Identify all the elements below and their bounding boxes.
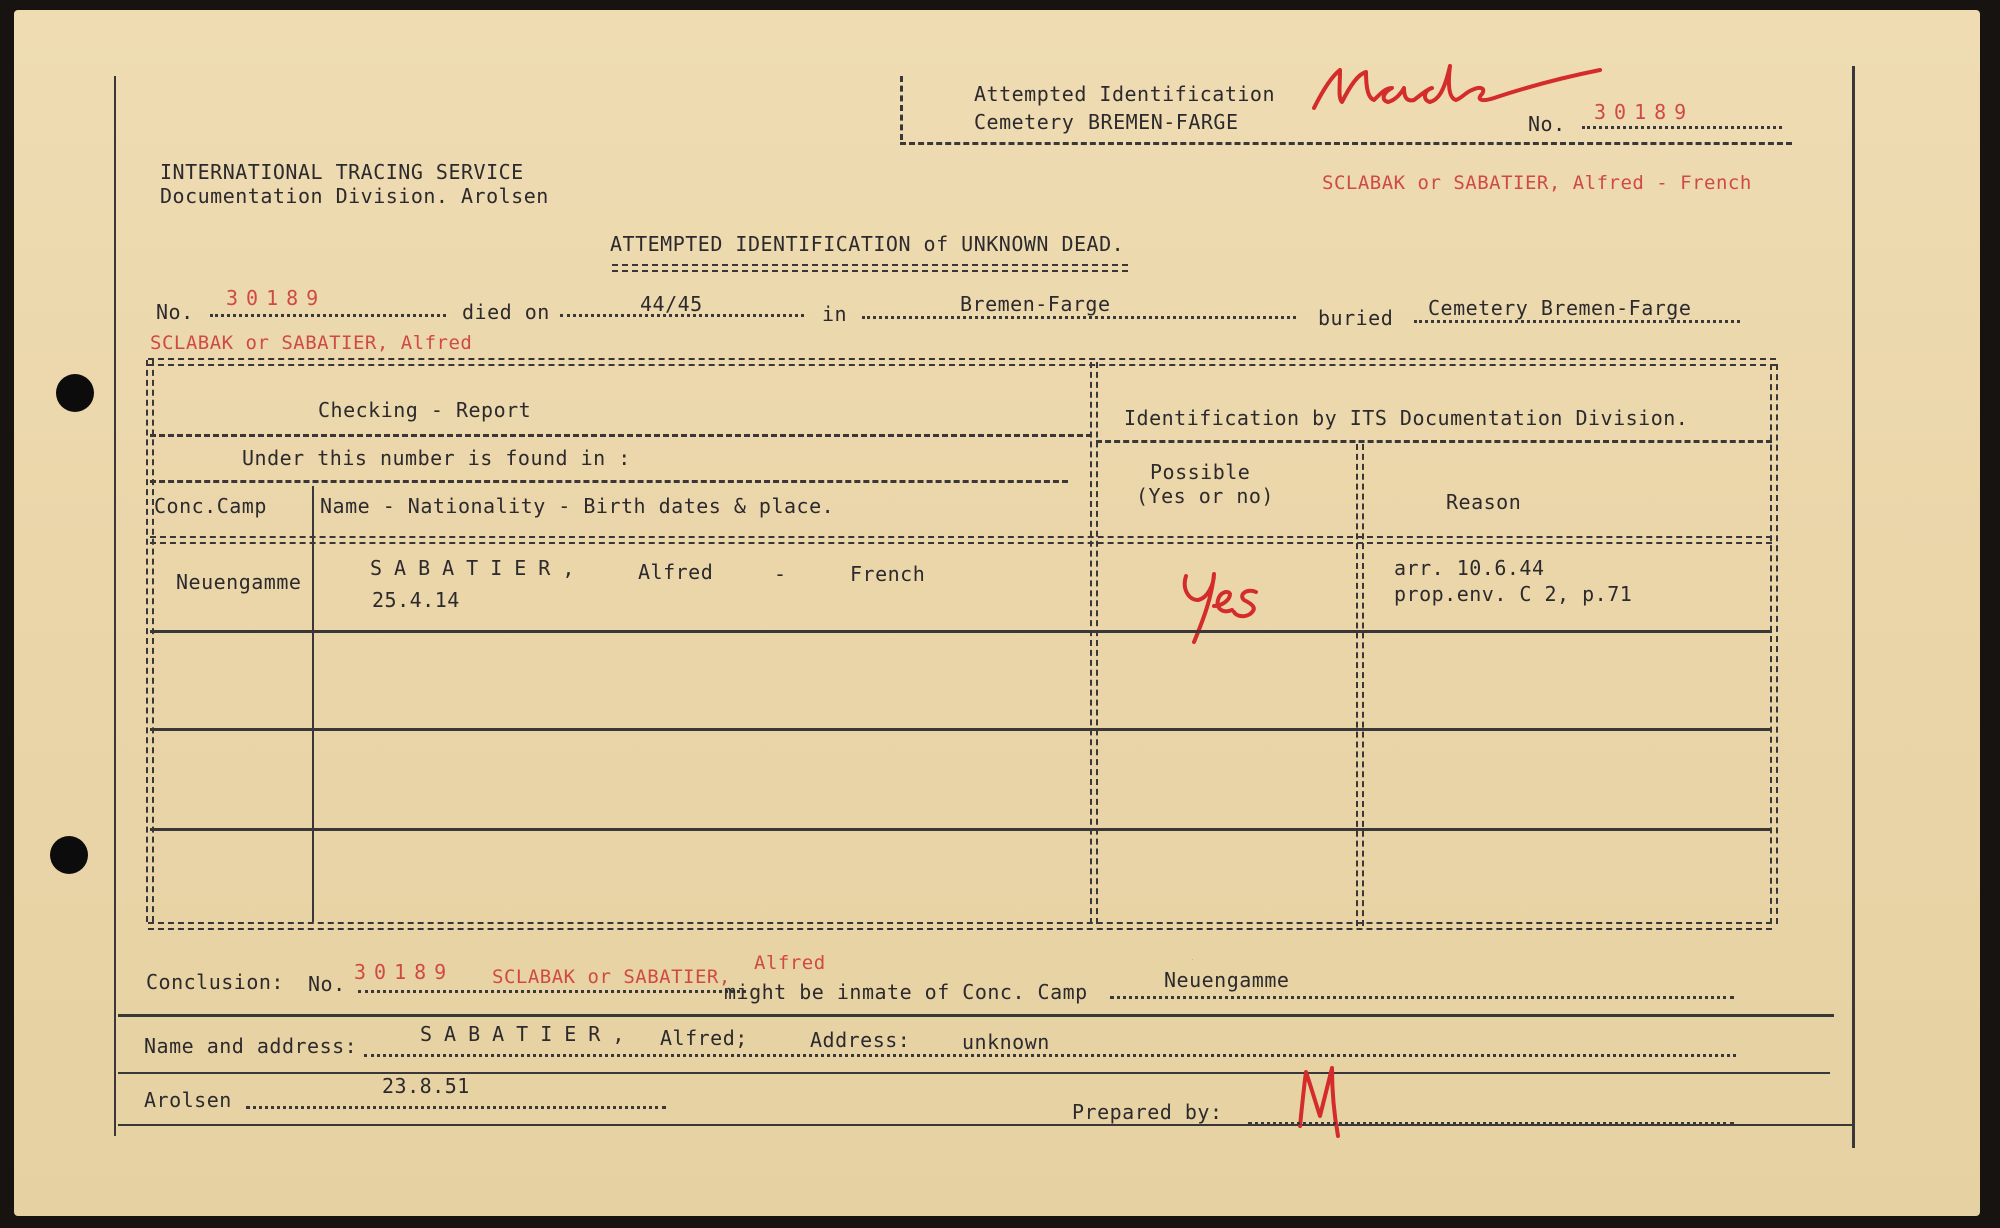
table-bottom-border bbox=[148, 922, 1772, 930]
table-middle-divider bbox=[1090, 362, 1098, 924]
in-value: Bremen-Farge bbox=[960, 292, 1111, 316]
conclusion-underline bbox=[118, 1014, 1834, 1017]
row-1-nationality: French bbox=[850, 562, 926, 586]
conclusion-name-value: SCLABAK or SABATIER, bbox=[492, 966, 731, 988]
conclusion-no-dots bbox=[358, 990, 746, 993]
column-header-possible-2: (Yes or no) bbox=[1136, 484, 1274, 508]
table-right-border bbox=[1770, 364, 1778, 924]
card-border-left bbox=[114, 76, 116, 1136]
footer-date: 23.8.51 bbox=[382, 1074, 470, 1098]
table-top-border bbox=[148, 358, 1776, 366]
row-1-birth: 25.4.14 bbox=[372, 588, 460, 612]
address-label: Address: bbox=[810, 1028, 911, 1052]
address-value: unknown bbox=[962, 1030, 1050, 1054]
record-no-label: No. bbox=[156, 300, 194, 324]
checking-report-header: Checking - Report bbox=[318, 398, 532, 422]
prepared-by-label: Prepared by: bbox=[1072, 1100, 1223, 1124]
punch-hole-top bbox=[56, 374, 94, 412]
org-line-1: INTERNATIONAL TRACING SERVICE bbox=[160, 160, 524, 184]
row-1-reason-2: prop.env. C 2, p.71 bbox=[1394, 582, 1633, 606]
column-header-reason: Reason bbox=[1446, 490, 1522, 514]
row-1-name: SABATIER, bbox=[370, 556, 587, 580]
row-separator-1 bbox=[150, 630, 1772, 633]
column-header-name: Name - Nationality - Birth dates & place. bbox=[320, 494, 835, 518]
footer-date-dots bbox=[246, 1106, 666, 1109]
conclusion-label: Conclusion: bbox=[146, 970, 284, 994]
column-header-camp: Conc.Camp bbox=[154, 494, 267, 518]
column-header-possible-1: Possible bbox=[1150, 460, 1251, 484]
column-header-underline bbox=[150, 536, 1772, 544]
died-on-value: 44/45 bbox=[640, 292, 703, 316]
identification-underline bbox=[1096, 440, 1772, 443]
name-address-underline bbox=[118, 1072, 1830, 1074]
footer-place: Arolsen bbox=[144, 1088, 232, 1112]
row-separator-2 bbox=[150, 728, 1770, 731]
org-line-2: Documentation Division. Arolsen bbox=[160, 184, 549, 208]
row-1-reason-1: arr. 10.6.44 bbox=[1394, 556, 1545, 580]
conclusion-text: might be inmate of Conc. Camp bbox=[724, 980, 1088, 1004]
punch-hole-bottom bbox=[50, 836, 88, 874]
table-camp-divider bbox=[312, 486, 314, 922]
conclusion-camp-value: Neuengamme bbox=[1164, 968, 1290, 992]
cemetery-value: BREMEN-FARGE bbox=[1088, 110, 1239, 134]
form-title: ATTEMPTED IDENTIFICATION of UNKNOWN DEAD. bbox=[610, 232, 1125, 256]
header-divider bbox=[900, 76, 903, 140]
header-no-dots bbox=[1582, 126, 1782, 129]
attempted-identification-label: Attempted Identification bbox=[974, 82, 1275, 106]
conclusion-no-label: No. bbox=[308, 972, 346, 996]
in-dots bbox=[862, 316, 1296, 319]
prepared-by-initials-text: M bbox=[1192, 960, 1193, 961]
table-possible-divider bbox=[1356, 444, 1364, 926]
row-separator-3 bbox=[150, 828, 1770, 831]
record-no-value: 30189 bbox=[226, 286, 327, 310]
title-underline bbox=[612, 264, 1128, 272]
row-1-dash: - bbox=[774, 562, 787, 586]
conclusion-first-value: Alfred bbox=[754, 952, 826, 974]
tracing-card bbox=[14, 10, 1980, 1216]
card-border-right bbox=[1852, 66, 1855, 1148]
prepared-by-dots bbox=[1248, 1122, 1734, 1125]
died-on-label: died on bbox=[462, 300, 550, 324]
table-left-border bbox=[146, 360, 154, 922]
found-in-underline bbox=[150, 480, 1068, 483]
name-address-first: Alfred; bbox=[660, 1026, 748, 1050]
conclusion-camp-dots bbox=[1110, 996, 1734, 999]
row-1-camp: Neuengamme bbox=[176, 570, 302, 594]
name-address-name: SABATIER, bbox=[420, 1022, 637, 1046]
row-1-first-name: Alfred bbox=[638, 560, 714, 584]
checking-report-underline bbox=[150, 434, 1092, 437]
cemetery-label: Cemetery bbox=[974, 110, 1075, 134]
record-name-value: SCLABAK or SABATIER, Alfred bbox=[150, 332, 473, 354]
identification-header: Identification by ITS Documentation Division. bbox=[1124, 406, 1689, 430]
header-name-line: SCLABAK or SABATIER, Alfred - French bbox=[1322, 172, 1752, 194]
header-underline bbox=[900, 142, 1792, 145]
header-no-label: No. bbox=[1528, 112, 1566, 136]
name-address-label: Name and address: bbox=[144, 1034, 358, 1058]
died-on-dots bbox=[560, 314, 804, 317]
row-1-possible-handwritten-yes bbox=[1164, 566, 1284, 648]
record-no-dots bbox=[210, 314, 446, 317]
buried-label: buried bbox=[1318, 306, 1394, 330]
in-label: in bbox=[822, 302, 848, 326]
header-no-value: 30189 bbox=[1594, 100, 1695, 124]
conclusion-no-value: 30189 bbox=[354, 960, 455, 984]
found-in-label: Under this number is found in : bbox=[242, 446, 631, 470]
buried-value: Cemetery Bremen-Farge bbox=[1428, 296, 1692, 320]
buried-dots bbox=[1414, 320, 1740, 323]
name-address-dots bbox=[364, 1054, 1736, 1057]
